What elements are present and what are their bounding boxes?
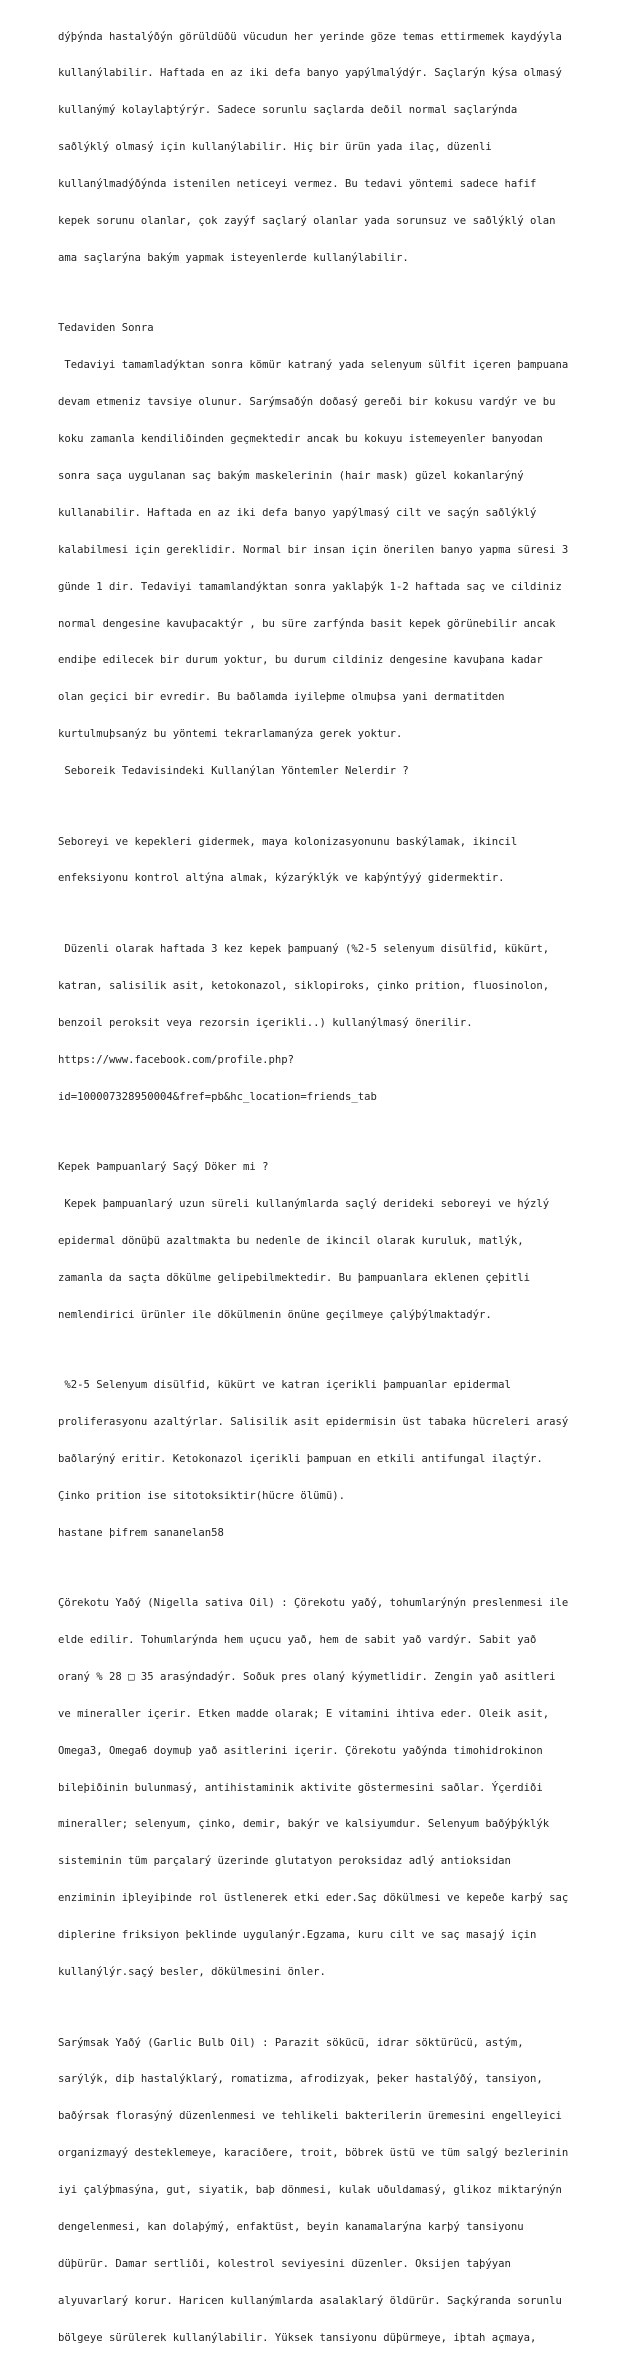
paragraph-after-treatment <box>58 298 606 802</box>
text-line: Omega3, Omega6 doymuþ yað asitlerini içerir. Çörekotu yaðýnda timohidrokinon <box>58 1744 543 1757</box>
text-line: sisteminin tüm parçalarý üzerinde glutatyon peroksidaz adlý antioksidan <box>58 1855 511 1868</box>
paragraph-garlic-oil <box>58 2012 606 2369</box>
text-line: Çinko prition ise sitotoksiktir(hücre ölümü). <box>58 1489 346 1502</box>
text-line: koku zamanla kendiliðinden geçmektedir ancak bu kokuyu istemeyenler banyodan <box>58 433 543 446</box>
text-line: dýþýnda hastalýðýn görüldüðü vücudun her yerinde göze temas ettirmemek kaydýyla <box>58 30 562 43</box>
text-line: saðlýklý olmasý için kullanýlabilir. Hiç bir ürün yada ilaç, düzenli <box>58 141 492 154</box>
text-line: epidermal dönüþü azaltmakta bu nedenle de ikincil olarak kuruluk, matlýk, <box>58 1234 524 1247</box>
text-line: %2-5 Selenyum disülfid, kükürt ve katran içerikli þampuanlar epidermal <box>58 1379 511 1392</box>
text-line: alyuvarlarý korur. Haricen kullanýmlarda asalaklarý öldürür. Saçkýranda sorunlu <box>58 2294 562 2307</box>
text-line: olan geçici bir evredir. Bu baðlamda iyileþme olmuþsa yani dermatitden <box>58 691 505 704</box>
text-line: enfeksiyonu kontrol altýna almak, kýzarýklýk ve kaþýntýyý gidermektir. <box>58 872 505 885</box>
text-line: devam etmeniz tavsiye olunur. Sarýmsaðýn doðasý gereði bir kokusu vardýr ve bu <box>58 396 556 409</box>
text-line: enziminin iþleyiþinde rol üstlenerek etki eder.Saç dökülmesi ve kepeðe karþý saç <box>58 1892 569 1905</box>
text-line: kullanýmý kolaylaþtýrýr. Sadece sorunlu saçlarda deðil normal saçlarýnda <box>58 104 518 117</box>
text-line: diplerine friksiyon þeklinde uygulanýr.Egzama, kuru cilt ve saç masajý için <box>58 1929 537 1942</box>
text-line: Seboreyi ve kepekleri gidermek, maya kolonizasyonunu baskýlamak, ikincil <box>58 835 518 848</box>
text-line: günde 1 dir. Tedaviyi tamamlandýktan sonra yaklaþýk 1-2 haftada saç ve cildiniz <box>58 580 562 593</box>
text-line: Kepek þampuanlarý uzun süreli kullanýmlarda saçlý derideki seboreyi ve hýzlý <box>58 1197 550 1210</box>
text-line: hastane þifrem sananelan58 <box>58 1526 224 1539</box>
section-heading: Seboreik Tedavisindeki Kullanýlan Yöntemler Nelerdir ? <box>58 765 409 778</box>
section-heading: Tedaviden Sonra <box>58 322 154 335</box>
text-line: nemlendirici ürünler ile dökülmenin önüne geçilmeye çalýþýlmaktadýr. <box>58 1308 492 1321</box>
text-line: normal dengesine kavuþacaktýr , bu süre zarfýnda basit kepek görünebilir ancak <box>58 617 556 630</box>
paragraph-hair-loss <box>58 1136 606 1345</box>
text-line: benzoil peroksit veya rezorsin içerikli..) kullanýlmasý önerilir. <box>58 1016 473 1029</box>
text-line: ama saçlarýna bakým yapmak isteyenlerde kullanýlabilir. <box>58 251 409 264</box>
text-line: kepek sorunu olanlar, çok zayýf saçlarý olanlar yada sorunsuz ve saðlýklý olan <box>58 215 556 228</box>
section-heading: Kepek Þampuanlarý Saçý Döker mi ? <box>58 1161 269 1174</box>
paragraph-shampoo-usage <box>58 6 606 289</box>
text-line: kullanýlmadýðýnda istenilen neticeyi vermez. Bu tedavi yöntemi sadece hafif <box>58 178 537 191</box>
text-line: bölgeye sürülerek kullanýlabilir. Yüksek tansiyonu düþürmeye, iþtah açmaya, <box>58 2331 537 2344</box>
text-line: oraný % 28 □ 35 arasýndadýr. Soðuk pres olaný kýymetlidir. Zengin yað asitleri <box>58 1670 556 1683</box>
document-page <box>58 6 606 2378</box>
text-line: Düzenli olarak haftada 3 kez kepek þampuaný (%2-5 selenyum disülfid, kükürt, <box>58 942 550 955</box>
text-line: ve mineraller içerir. Etken madde olarak; E vitamini ihtiva eder. Oleik asit, <box>58 1707 550 1720</box>
text-line: kalabilmesi için gereklidir. Normal bir insan için önerilen banyo yapma süresi 3 <box>58 543 569 556</box>
text-line: baðýrsak florasýný düzenlenmesi ve tehlikeli bakterilerin üremesini engelleyici <box>58 2110 562 2123</box>
text-line: sarýlýk, diþ hastalýklarý, romatizma, afrodizyak, þeker hastalýðý, tansiyon, <box>58 2073 543 2086</box>
text-line: kurtulmuþsanýz bu yöntemi tekrarlamanýza gerek yoktur. <box>58 728 403 741</box>
text-line: endiþe edilecek bir durum yoktur, bu durum cildiniz dengesine kavuþana kadar <box>58 654 543 667</box>
text-line: organizmayý desteklemeye, karaciðere, troit, böbrek üstü ve tüm salgý bezlerinin <box>58 2147 569 2160</box>
text-line: proliferasyonu azaltýrlar. Salisilik asit epidermisin üst tabaka hücreleri arasý <box>58 1415 569 1428</box>
paragraph-active-ingredients <box>58 1354 606 1563</box>
text-line: kullanýlýr.saçý besler, dökülmesini önler. <box>58 1966 326 1979</box>
text-line: elde edilir. Tohumlarýnda hem uçucu yað, hem de sabit yað vardýr. Sabit yað <box>58 1634 537 1646</box>
text-line: baðlarýný eritir. Ketokonazol içerikli þampuan en etkili antifungal ilaçtýr. <box>58 1452 543 1465</box>
url-text: https://www.facebook.com/profile.php? <box>58 1053 294 1066</box>
text-line: kullanýlabilir. Haftada en az iki defa banyo yapýlmalýdýr. Saçlarýn kýsa olmasý <box>58 67 562 80</box>
text-line: sonra saça uygulanan saç bakým maskelerinin (hair mask) güzel kokanlarýný <box>58 469 524 482</box>
paragraph-goals <box>58 811 606 909</box>
text-line: kullanabilir. Haftada en az iki defa banyo yapýlmasý cilt ve saçýn saðlýklý <box>58 506 537 519</box>
text-line: iyi çalýþmasýna, gut, siyatik, baþ dönmesi, kulak uðuldamasý, glikoz miktarýnýn <box>58 2184 562 2197</box>
text-line: zamanla da saçta dökülme gelipebilmektedir. Bu þampuanlara eklenen çeþitli <box>58 1271 530 1284</box>
text-line: düþürür. Damar sertliði, kolestrol seviyesini düzenler. Oksijen taþýyan <box>58 2257 511 2270</box>
text-line: Tedaviyi tamamladýktan sonra kömür katraný yada selenyum sülfit içeren þampuana <box>58 359 569 372</box>
url-text: id=100007328950004&fref=pb&hc_location=friends_tab <box>58 1090 377 1103</box>
paragraph-shampoo-ingredients <box>58 918 606 1127</box>
text-line: dengelenmesi, kan dolaþýmý, enfaktüst, beyin kanamalarýna karþý tansiyonu <box>58 2220 524 2233</box>
paragraph-black-seed-oil <box>58 1573 606 2003</box>
text-line: katran, salisilik asit, ketokonazol, siklopiroks, çinko prition, fluosinolon, <box>58 979 550 992</box>
text-line: Çörekotu Yaðý (Nigella sativa Oil) : Çörekotu yaðý, tohumlarýnýn preslenmesi ile <box>58 1597 569 1610</box>
text-line: mineraller; selenyum, çinko, demir, bakýr ve kalsiyumdur. Selenyum baðýþýklýk <box>58 1818 550 1831</box>
text-line: Sarýmsak Yaðý (Garlic Bulb Oil) : Parazit sökücü, idrar söktürücü, astým, <box>58 2036 524 2049</box>
text-line: bileþiðinin bulunmasý, antihistaminik aktivite göstermesini saðlar. Ýçerdiði <box>58 1781 543 1794</box>
